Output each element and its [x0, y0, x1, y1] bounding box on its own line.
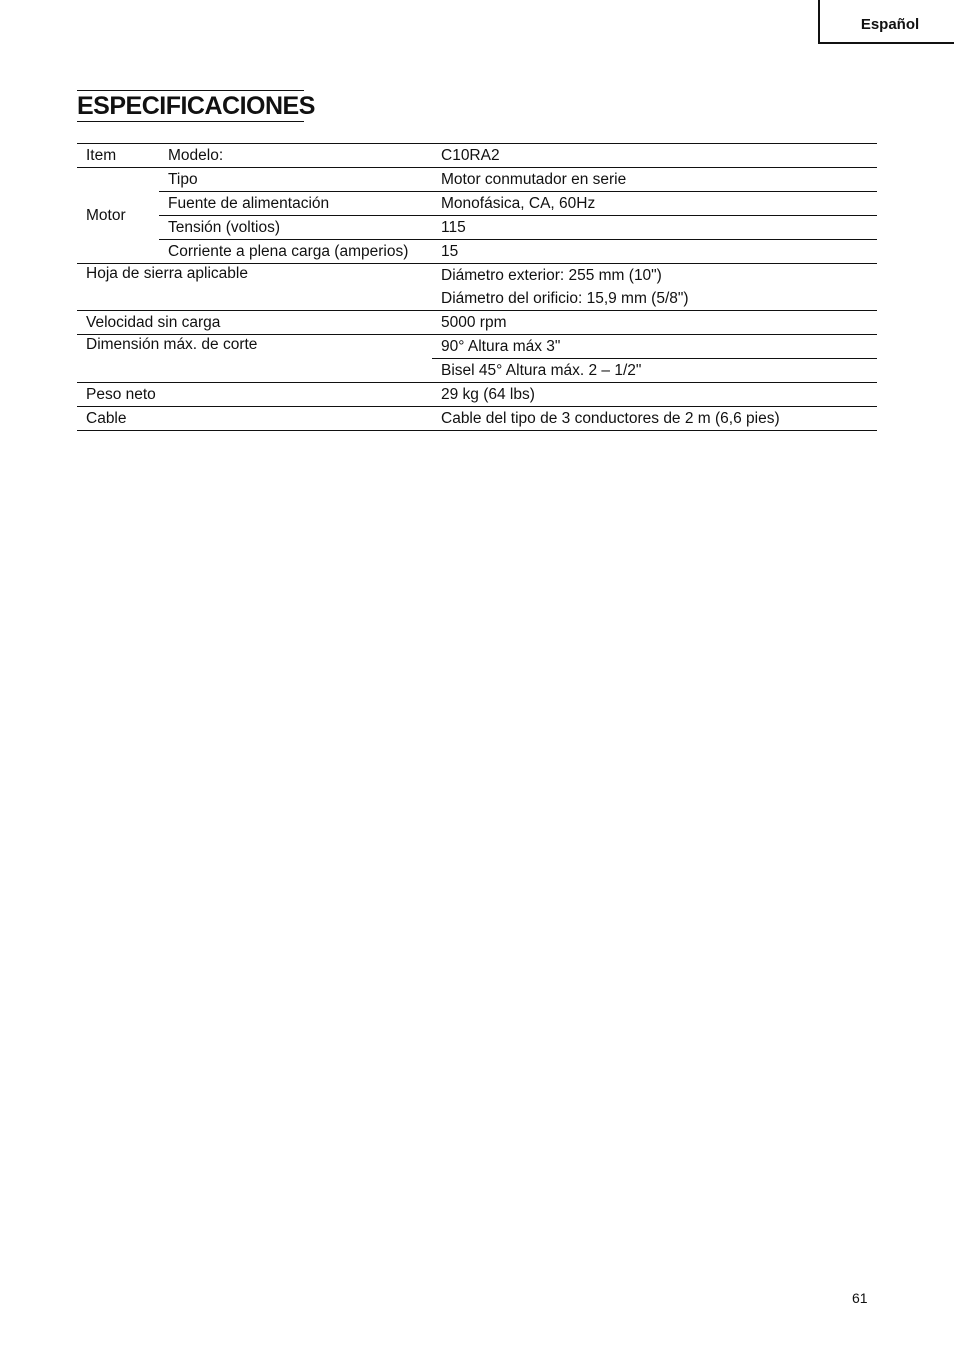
weight-value: 29 kg (64 lbs)	[432, 383, 877, 407]
model-label: Modelo:	[159, 144, 432, 168]
table-row	[77, 168, 877, 192]
specifications-table	[77, 143, 877, 431]
table-row	[77, 216, 877, 240]
table-row	[77, 335, 877, 359]
motor-row-value: 15	[432, 240, 877, 264]
table-row	[77, 264, 877, 288]
speed-label: Velocidad sin carga	[77, 311, 432, 335]
motor-row-label: Tipo	[159, 168, 432, 192]
table-header-row	[77, 144, 877, 168]
table-row	[77, 240, 877, 264]
table-row	[77, 383, 877, 407]
motor-label: Motor	[77, 168, 159, 264]
model-value: C10RA2	[432, 144, 877, 168]
page-number: 61	[852, 1290, 868, 1306]
blade-value: Diámetro exterior: 255 mm (10")	[441, 266, 662, 284]
motor-row-label: Tensión (voltios)	[159, 216, 432, 240]
speed-value: 5000 rpm	[432, 311, 877, 335]
motor-row-value: Monofásica, CA, 60Hz	[432, 192, 877, 216]
motor-row-label: Fuente de alimentación	[159, 192, 432, 216]
blade-label: Hoja de sierra aplicable	[77, 264, 432, 311]
motor-row-value: 115	[432, 216, 877, 240]
max-cut-value: Bisel 45° Altura máx. 2 – 1/2"	[432, 359, 877, 383]
language-tab: Español	[818, 0, 954, 44]
cable-label: Cable	[77, 407, 432, 431]
cable-value: Cable del tipo de 3 conductores de 2 m (6,6 pies)	[432, 407, 877, 431]
max-cut-label: Dimensión máx. de corte	[77, 335, 432, 383]
page-title: ESPECIFICACIONES	[77, 92, 315, 120]
weight-label: Peso neto	[77, 383, 432, 407]
motor-row-value: Motor conmutador en serie	[432, 168, 877, 192]
blade-value: Diámetro del orificio: 15,9 mm (5/8")	[432, 287, 877, 311]
table-row	[77, 407, 877, 431]
table-row	[77, 192, 877, 216]
item-header: Item	[77, 144, 159, 168]
table-row	[77, 311, 877, 335]
max-cut-value: 90° Altura máx 3"	[432, 335, 877, 359]
motor-row-label: Corriente a plena carga (amperios)	[159, 240, 432, 264]
